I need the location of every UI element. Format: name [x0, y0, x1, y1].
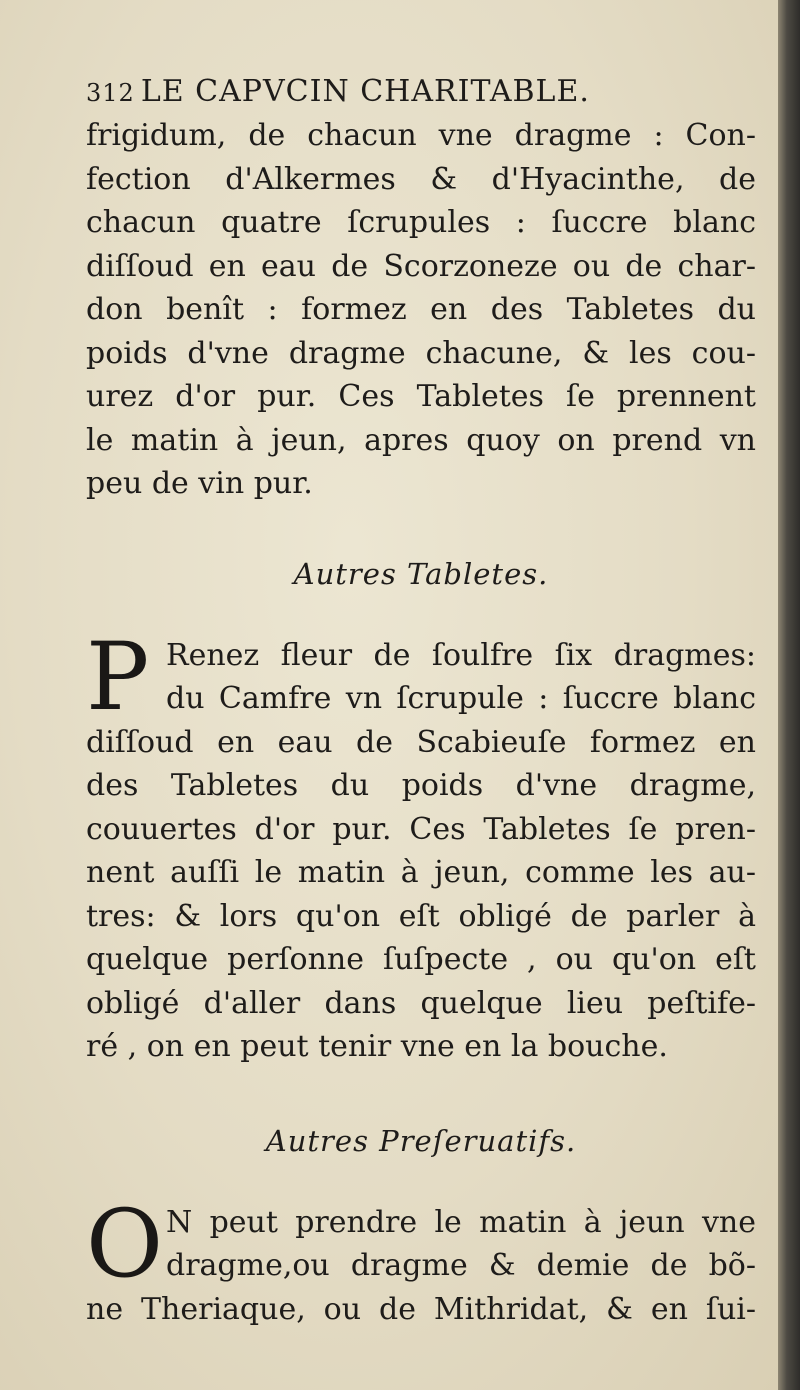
text-line: poids d'vne dragme chacune, & les cou- — [86, 335, 756, 371]
text-line: diſſoud en eau de Scorzoneze ou de char- — [86, 248, 756, 284]
page-text — [86, 70, 756, 1331]
text-line: le matin à jeun, apres quoy on prend vn — [86, 422, 756, 458]
text-line: couuertes d'or pur. Ces Tabletes ſe pren- — [86, 811, 756, 847]
text-line: ré , on en peut tenir vne en la bouche. — [86, 1029, 668, 1064]
text-line: fection d'Alkermes & d'Hyacinthe, de — [86, 161, 756, 197]
text-line: obligé d'aller dans quelque lieu peſtife- — [86, 985, 756, 1021]
paragraph-1 — [86, 114, 756, 506]
page-number: 312 — [86, 79, 135, 107]
text-line: peu de vin pur. — [86, 466, 313, 501]
running-title: LE CAPVCIN CHARITABLE. — [140, 74, 590, 109]
text-line: dragme,ou dragme & demie de bõ- — [166, 1248, 756, 1283]
paragraph-2 — [86, 622, 756, 1069]
drop-cap: O — [86, 1189, 164, 1299]
text-line: urez d'or pur. Ces Tabletes ſe prennent — [86, 379, 756, 414]
text-line: Renez fleur de ſoulfre ſix dragmes: — [166, 637, 756, 673]
text-line: nent auſſi le matin à jeun, comme les au- — [86, 855, 756, 890]
text-line: ne Theriaque, ou de Mithridat, & en ſui- — [86, 1291, 756, 1327]
drop-cap: P — [86, 622, 150, 732]
text-line: chacun quatre ſcrupules : ſuccre blanc — [86, 205, 756, 240]
section-heading-autres-tabletes: Autres Tabletes. — [293, 556, 549, 591]
text-line: N peut prendre le matin à jeun vne — [166, 1204, 756, 1240]
running-head — [86, 70, 756, 114]
text-line: diſſoud en eau de Scabieuſe formez en — [86, 724, 756, 760]
text-line: tres: & lors qu'on eſt obligé de parler à — [86, 898, 756, 934]
text-line: du Camfre vn ſcrupule : ſuccre blanc — [166, 681, 756, 716]
text-line: quelque perſonne ſuſpecte , ou qu'on eſt — [86, 942, 756, 977]
paragraph-3 — [86, 1189, 756, 1332]
text-line: des Tabletes du poids d'vne dragme, — [86, 768, 756, 803]
section-heading-autres-preseruatifs: Autres Preſeruatifs. — [265, 1123, 577, 1158]
text-line: don benît : formez en des Tabletes du — [86, 292, 756, 327]
book-spine-shadow — [778, 0, 800, 1390]
text-line: frigidum, de chacun vne dragme : Con- — [86, 118, 756, 153]
